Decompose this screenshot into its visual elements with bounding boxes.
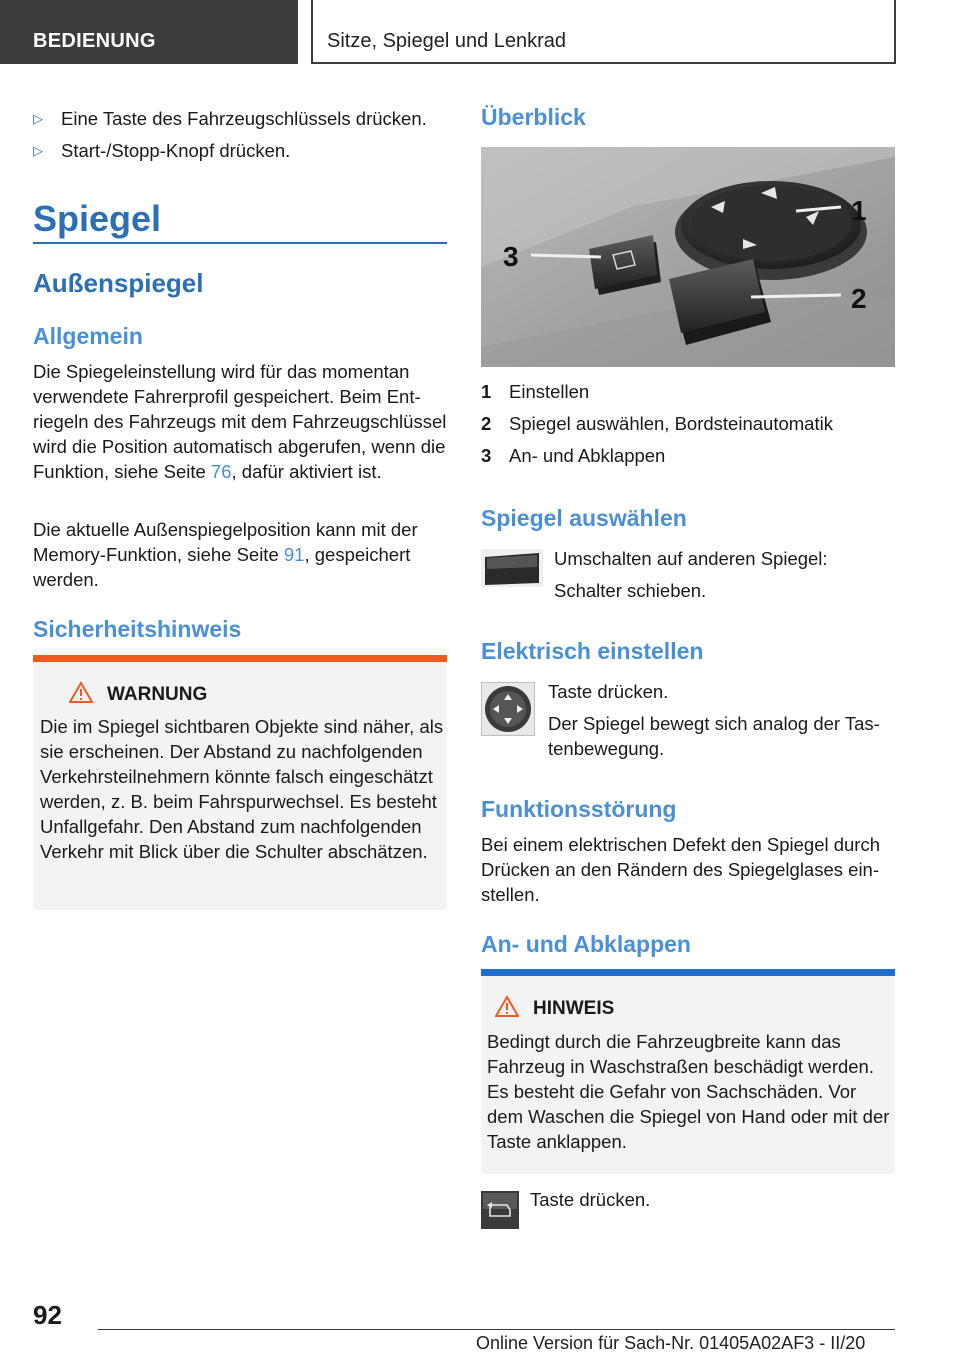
select-text-2: Schalter schieben. [554,580,707,601]
triangle-bullet-icon: ▷ [33,111,43,126]
notice-text: Bedingt durch die Fahrzeugbreite kann das Fahrzeug in Waschstraßen beschädigt werden. Es besteht die Gefahr von Sachschäden. Vor dem Waschen die Spiegel von Hand oder mit der Taste anklappen. [487,1031,890,1152]
fold-heading: An- und Abklappen [481,931,691,957]
warning-triangle-icon [69,681,93,703]
general-paragraph-2: Die aktuelle Außenspiegelposition kann mit der Memory-Funktion, siehe Seite 91, gespeichert werden. [33,519,418,590]
footer-online-version: Online Version für Sach-Nr. 01405A02AF3 - II/20 [476,1333,866,1353]
warning-text: Die im Spiegel sichtbaren Objekte sind näher, als sie erscheinen. Der Abstand zu nachfolgenden Verkehrsteilnehmern könnte falsch eingeschätzt werden, z. B. beim Fahrspurwechsel. Es besteht Unfallgefahr. Den Abstand zum nachfolgenden Verkehr mit Blick über die Schulter abschätzen. [40,716,444,862]
safety-heading: Sicherheitshinweis [33,616,242,642]
photo-label-3: 3 [503,241,519,272]
footer-rule [98,1329,895,1330]
adjust-text-1: Taste drücken. [548,681,669,702]
general-paragraph-1: Die Spiegeleinstellung wird für das momentan verwendete Fahrerprofil gespeichert. Beim Entriegeln des Fahrzeugs mit dem Fahrzeugschlüssel wird die Position automatisch abgerufen, wenn die Funktion, siehe Seite 76, dafür aktiviert ist. [33,361,447,482]
legend-item: 3 An- und Abklappen [481,445,666,466]
notice-title: HINWEIS [533,998,615,1019]
adjust-heading: Elektrisch einstellen [481,638,704,664]
page-title: Spiegel [33,198,162,239]
photo-label-2: 2 [851,283,867,314]
subsection-heading: Allgemein [33,323,143,349]
notice-bar [481,969,895,976]
triangle-bullet-icon: ▷ [33,143,43,158]
adjust-knob-icon [481,682,535,736]
fold-text: Taste drücken. [530,1189,651,1210]
warning-bar [33,655,447,662]
select-switch-icon [481,549,543,587]
legend-item: 1 Einstellen [481,381,590,402]
mirror-control-illustration [481,147,895,367]
notice-triangle-icon [495,995,519,1017]
fault-text: Bei einem elektrischen Defekt den Spiegel durch Drücken an den Rändern des Spiegelglases einstellen. [481,834,881,905]
fold-button-icon [481,1191,519,1229]
chapter-tab: Sitze, Spiegel und Lenkrad [311,0,896,64]
legend-item: 2 Spiegel auswählen, Bordsteinautomatik [481,413,833,434]
overview-heading: Überblick [481,104,586,130]
page-number: 92 [33,1300,62,1330]
bullet-item: ▷ Start-/Stopp-Knopf drücken. [33,140,291,161]
notice-box [481,969,895,1174]
warning-box [33,655,447,910]
select-heading: Spiegel auswählen [481,505,687,531]
title-rule [33,242,447,244]
adjust-text-2: Der Spiegel bewegt sich analog der Tastenbewegung. [548,713,880,759]
mirror-control-photo [481,147,895,367]
section-tab: BEDIENUNG [0,0,298,64]
bullet-item: ▷ Eine Taste des Fahrzeugschlüssels drücken. [33,108,427,129]
page-link-76[interactable]: 76 [210,461,232,482]
fault-heading: Funktionsstörung [481,796,677,822]
page-header [0,0,960,66]
section-heading: Außenspiegel [33,268,204,298]
photo-label-1: 1 [851,195,867,226]
page-link-91[interactable]: 91 [283,544,305,565]
select-text-1: Umschalten auf anderen Spiegel: [554,548,828,569]
warning-title: WARNUNG [107,684,208,705]
